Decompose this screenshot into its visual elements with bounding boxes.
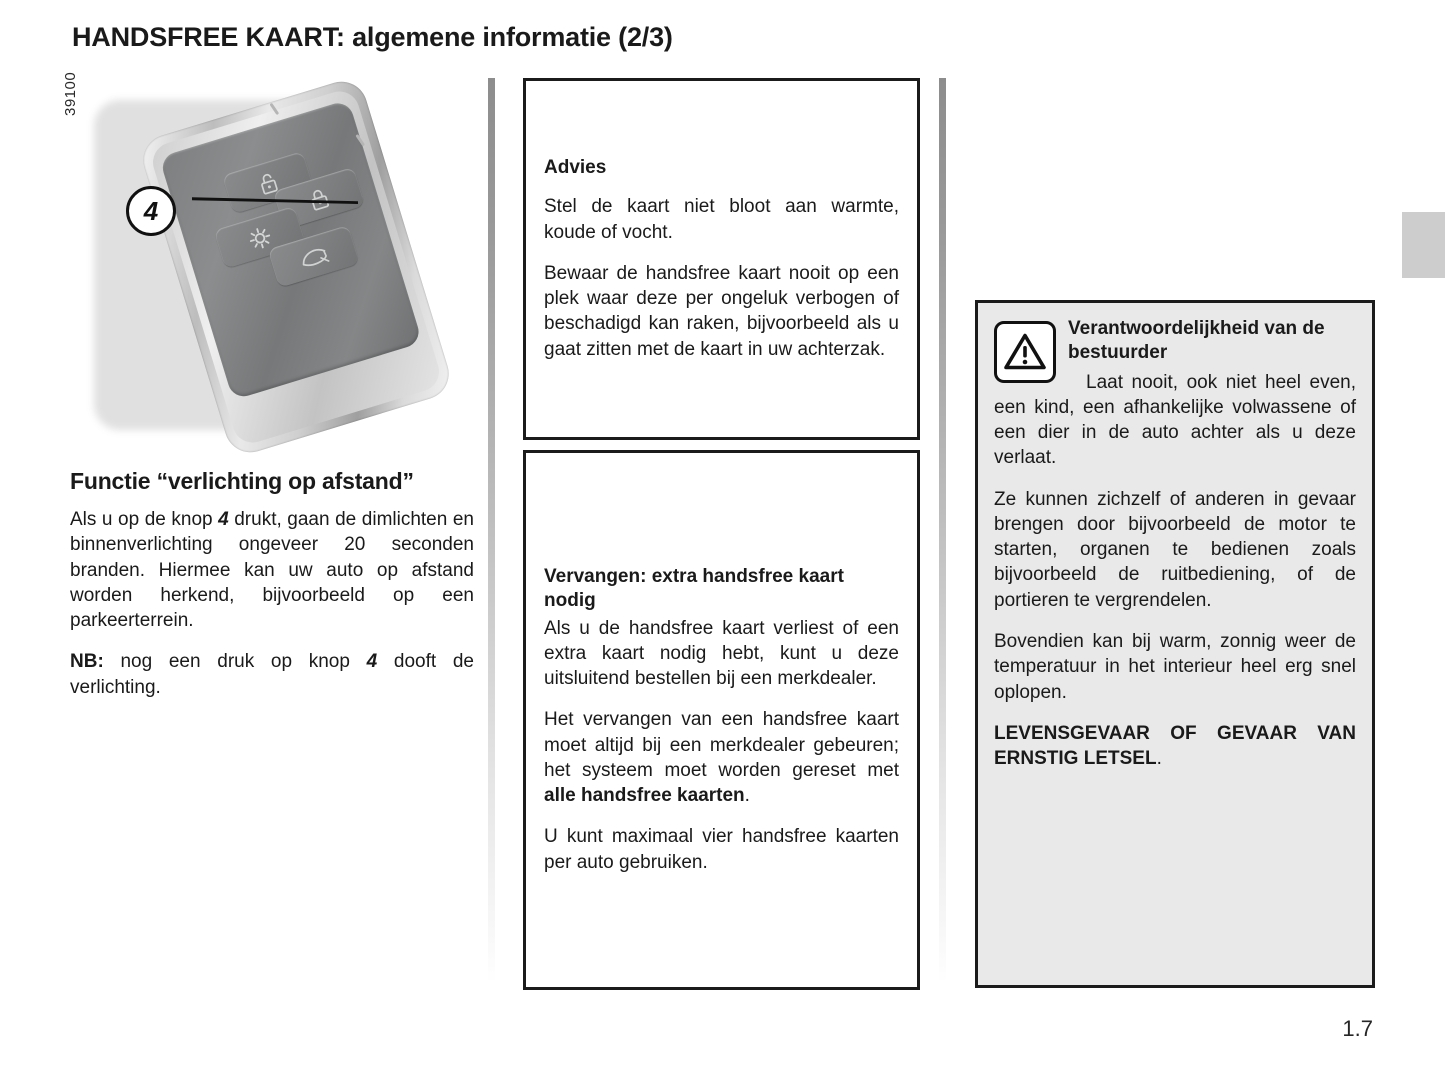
vervangen-text-a: Het vervangen van een handsfree kaart moet altijd bij een merkdealer gebeuren; het systeem moet worden gereset met [544,709,899,781]
vervangen-paragraph-1: Als u de handsfree kaart verliest of een extra kaart nodig hebt, kunt u deze uitsluitend bestellen bij een merkdealer. [544,617,899,690]
chapter-tab-marker [1402,212,1445,278]
inline-button-ref-4a: 4 [218,509,229,530]
paragraph-remote-lighting [70,507,474,633]
section-heading-remote-lighting: Functie “verlichting op afstand” [70,468,414,494]
middle-column [523,78,920,990]
inline-button-ref-4b: 4 [366,651,378,673]
advies-box [523,78,920,440]
paragraph-nb-note [70,649,474,700]
figure-id-label: 39100 [62,71,79,116]
nb-text-b: dooft de verlichting. [70,651,474,698]
warning-paragraph-1: Laat nooit, ook niet heel even, een kind, een afhankelijke volwassene of een dier in de auto achter als u deze verlaat. [994,371,1356,469]
vervangen-paragraph-3: U kunt maximaal vier handsfree kaarten per auto gebruiken. [544,826,899,873]
warning-triangle-glyph [1003,332,1047,372]
advies-paragraph-2: Bewaar de handsfree kaart nooit op een plek waar deze per ongeluk verbogen of beschadigd kan raken, bijvoorbeeld als u gaat zitten met de kaart in uw achterzak. [544,262,899,360]
vervangen-paragraph-2 [544,707,899,808]
keycard-figure [62,71,474,468]
paragraph-text-b: drukt, gaan de dimlichten en binnenverlichting ongeveer 20 seconden branden. Hiermee kan uw auto op afstand worden herkend, bijvoorbeeld op een parkeerterrein. [70,509,474,632]
warning-paragraph-2: Ze kunnen zichzelf of anderen in gevaar brengen door bijvoorbeeld de motor te starten, organen te bedienen zoals bijvoorbeeld de ruitbediening, of de portieren te vergrendelen. [994,488,1356,611]
tailgate-trunk-icon [295,241,332,271]
nb-label: NB: [70,651,104,673]
vervangen-box [523,450,920,990]
left-column [62,71,474,700]
warning-triangle-icon [994,321,1056,383]
callout-leader-line [192,194,358,204]
vervangen-bold-phrase: alle handsfree kaarten [544,785,745,807]
nb-text-a: nog een druk op knop [103,651,367,673]
warning-danger-phrase: LEVENSGEVAAR OF GEVAAR VAN ERNSTIG LETSEL [994,722,1356,770]
driver-responsibility-warning-box [975,300,1375,988]
page-title: HANDSFREE KAART: algemene informatie (2/3) [72,22,673,52]
paragraph-text-a: Als u op de knop [70,509,219,530]
advies-paragraph-1: Stel de kaart niet bloot aan warmte, koude of vocht. [544,196,899,243]
keycard-illustration [88,88,474,463]
advies-heading: Advies [544,157,607,179]
callout-marker-4 [126,186,176,236]
vervangen-text-b: . [744,785,750,807]
column-divider-right [939,78,946,983]
right-column [975,300,1375,988]
column-divider-left [488,78,495,983]
vervangen-heading: Vervangen: extra handsfree kaart nodig [544,565,844,612]
warning-danger-period: . [1156,748,1162,770]
warning-title: Verantwoordelijkheid van de bestuurder [1068,318,1325,364]
callout-number-text: 4 [143,195,159,226]
warning-paragraph-3: Bovendien kan bij warm, zonnig weer de temperatuur in het interieur heel erg snel oplopen. [994,631,1356,703]
page-number: 1.7 [1342,1016,1373,1041]
warning-paragraph-4 [994,721,1356,772]
